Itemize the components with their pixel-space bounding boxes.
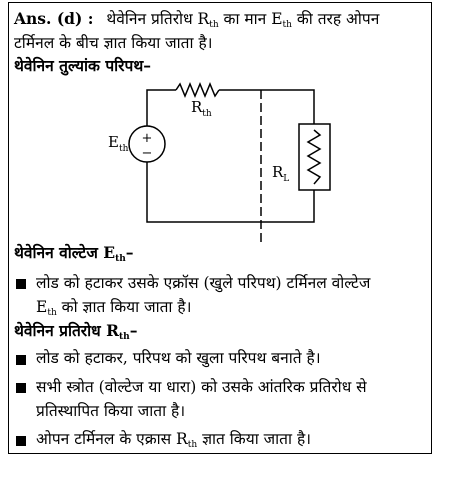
source-label xyxy=(108,133,129,154)
resistance-bullet-2-line-1: सभी स्त्रोत (वोल्टेज या धारा) को उसके आंतरिक प्रतिरोध से xyxy=(36,378,367,396)
series-resistor-label xyxy=(191,98,212,119)
voltage-bullet-e: E xyxy=(36,298,48,316)
voltage-bullet-sub: th xyxy=(47,308,57,318)
answer-text-1b: का मान E xyxy=(218,10,283,28)
answer-sub-1: th xyxy=(209,20,219,30)
load-resistor-label-sub: L xyxy=(283,174,290,184)
resistance-heading-sub: th xyxy=(118,332,130,342)
minus-sign: − xyxy=(141,146,153,161)
resistance-heading-text: थेवेनिन प्रतिरोध R xyxy=(14,321,119,340)
answer-text-1a: थेवेनिन प्रतिरोध R xyxy=(106,10,210,28)
voltage-heading-sub: th xyxy=(115,254,126,264)
voltage-bullet-line-1: लोड को हटाकर उसके एक्रॉस (खुले परिपथ) टर्मिनल वोल्टेज xyxy=(36,274,371,292)
series-resistor-label-sub: th xyxy=(202,109,212,119)
load-resistor-label-main: R xyxy=(272,163,284,181)
equivalent-heading: थेवेनिन तुल्यांक परिपथ– xyxy=(14,56,151,75)
series-resistor xyxy=(176,84,219,96)
wire-bottom xyxy=(147,162,314,222)
answer-text-1c: की तरह ओपन xyxy=(291,10,380,28)
resistance-bullet-3b: ज्ञात किया जाता है। xyxy=(197,430,312,448)
resistance-bullet-1: लोड को हटाकर, परिपथ को खुला परिपथ बनाते है। xyxy=(36,349,321,367)
load-resistor-box xyxy=(299,124,330,190)
resistance-bullet-2-line-2: प्रतिस्थापित किया जाता है। xyxy=(36,402,186,420)
bullet-square xyxy=(16,383,26,393)
load-resistor-label xyxy=(272,163,289,184)
source-label-sub: th xyxy=(118,144,129,154)
voltage-heading-suffix: – xyxy=(125,243,134,262)
series-resistor-label-main: R xyxy=(191,98,203,116)
resistance-bullet-3a: ओपन टर्मिनल के एक्रास R xyxy=(36,430,188,448)
voltage-heading-text: थेवेनिन वोल्टेज E xyxy=(14,243,116,262)
load-resistor-zigzag xyxy=(308,130,320,184)
resistance-heading xyxy=(14,321,137,341)
resistance-bullet-3-sub: th xyxy=(187,440,198,450)
voltage-bullet-line-2 xyxy=(36,297,191,317)
bullet-square xyxy=(16,436,26,446)
plus-sign: + xyxy=(141,131,153,146)
source-label-main: E xyxy=(108,133,119,151)
wire-right-top xyxy=(219,90,314,124)
answer-sub-2: th xyxy=(282,20,292,30)
bullet-square xyxy=(16,355,26,365)
resistance-heading-suffix: – xyxy=(129,321,138,340)
answer-line-2: टर्मिनल के बीच ज्ञात किया जाता है। xyxy=(14,34,213,52)
bullet-square xyxy=(16,279,26,289)
resistance-bullet-3 xyxy=(36,429,311,449)
voltage-bullet-rest: को ज्ञात किया जाता है। xyxy=(56,298,192,316)
answer-label: Ans. (d) : xyxy=(14,9,94,28)
voltage-heading xyxy=(14,243,134,263)
